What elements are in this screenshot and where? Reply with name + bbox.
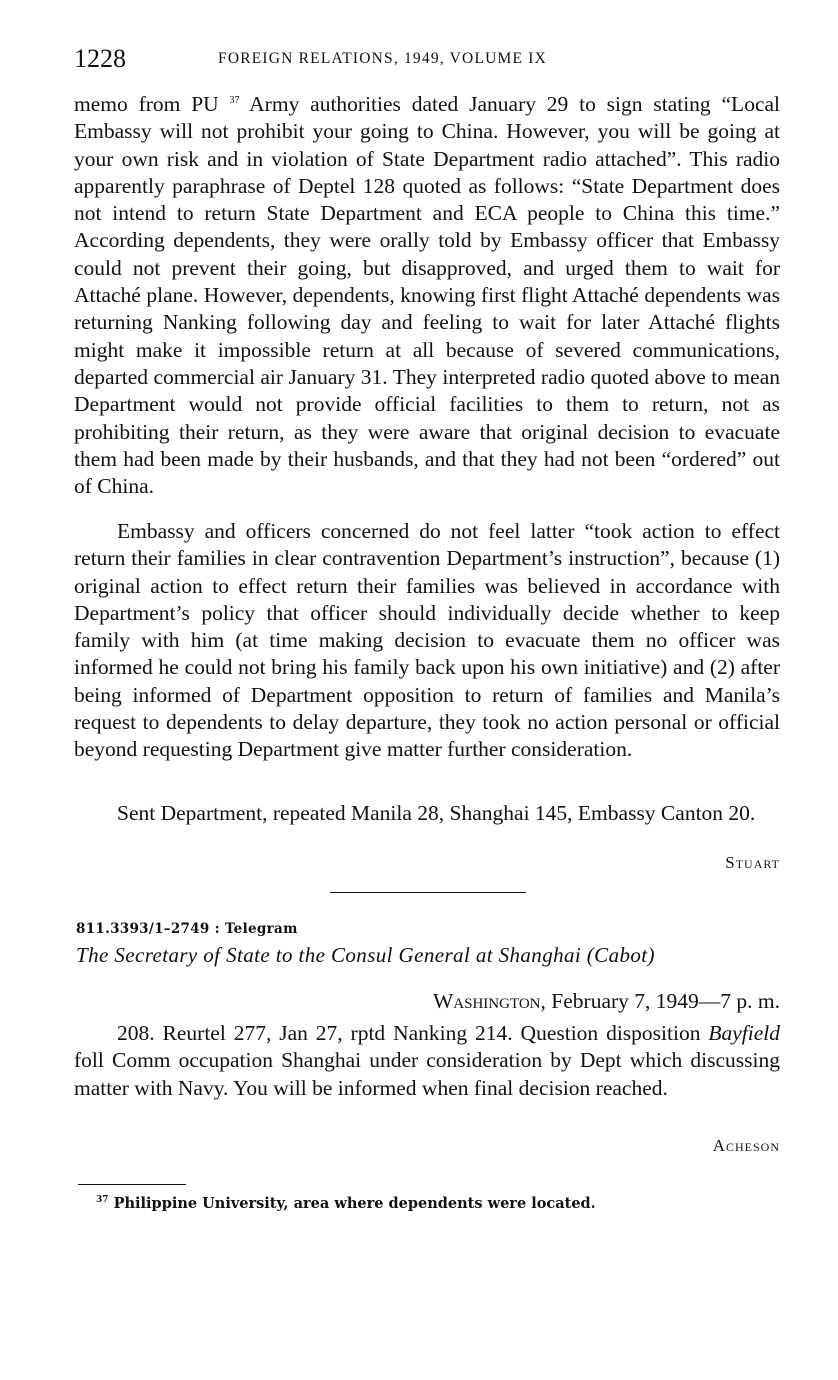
paragraph-text: Army authorities dated January 29 to sign stating “Local Embassy will not prohibit your going to China. However, you will be going at your own risk and in violation of State Department radio attached”. This radio apparently paraphrase of Deptel 128 quoted as follows: “State Department does not intend to return State Department and ECA people to China this time.” According dependents, they were orally told by Embassy officer that Embassy could not prevent their going, but disapproved, and urged them to wait for Attaché plane. However, dependents, knowing first flight Attaché dependents was returning Nanking following day and feeling to wait for later Attaché flights might make it impossible return at all because of severed communications, departed commercial air January 31. They interpreted radio quoted above to mean Department would not provide official facilities to them to return, not as prohibiting their return, as they were aware that original decision to evacuate them had been made by their husbands, and that they had not been “ordered” out of China. bbox=[74, 92, 780, 499]
paragraph-text: 208. Reurtel 277, Jan 27, rptd Nanking 214. Question disposition bbox=[117, 1021, 709, 1045]
footnote bbox=[96, 1195, 596, 1212]
paragraph-text: foll Comm occupation Shanghai under consideration by Dept which discussing matter with Navy. You will be informed when final decision reached. bbox=[74, 1048, 780, 1100]
document-1-paragraph-2: Embassy and officers concerned do not feel latter “took action to effect return their families in clear contravention Department’s instruction”, because (1) original action to effect return their families was believed in accordance with Department’s policy that officer should individually decide whether to keep family with him (at time making decision to evacuate them no officer was informed he could not bring his family back upon his own initiative) and (2) after being informed of Department opposition to return of families and Manila’s request to dependents to delay departure, they took no action personal or official beyond requesting Department give matter further consideration. bbox=[74, 519, 780, 762]
footnote-divider bbox=[78, 1184, 186, 1185]
page-number: 1228 bbox=[74, 44, 126, 73]
document-1-paragraph-1 bbox=[74, 91, 780, 500]
footnote-reference: 37 bbox=[229, 94, 240, 106]
footnote-number: 37 bbox=[96, 1195, 109, 1206]
footnote-text: Philippine University, area where dependents were located. bbox=[108, 1195, 596, 1212]
document-heading: The Secretary of State to the Consul General at Shanghai (Cabot) bbox=[76, 943, 655, 967]
document-2-paragraph bbox=[74, 1020, 780, 1102]
signature-stuart: Stuart bbox=[725, 853, 780, 872]
document-1-paragraph-3: Sent Department, repeated Manila 28, Shanghai 145, Embassy Canton 20. bbox=[117, 801, 756, 825]
dateline bbox=[433, 989, 780, 1014]
dateline-date: , February 7, 1949—7 p. m. bbox=[540, 989, 780, 1013]
document-file-reference: 811.3393/1–2749 : Telegram bbox=[76, 921, 298, 937]
section-divider bbox=[330, 892, 526, 893]
paragraph-text: memo from PU bbox=[74, 92, 219, 116]
running-head: FOREIGN RELATIONS, 1949, VOLUME IX bbox=[218, 50, 547, 67]
ship-name: Bayfield bbox=[708, 1021, 780, 1045]
signature-acheson: Acheson bbox=[712, 1136, 780, 1155]
dateline-place: Washington bbox=[433, 989, 541, 1013]
